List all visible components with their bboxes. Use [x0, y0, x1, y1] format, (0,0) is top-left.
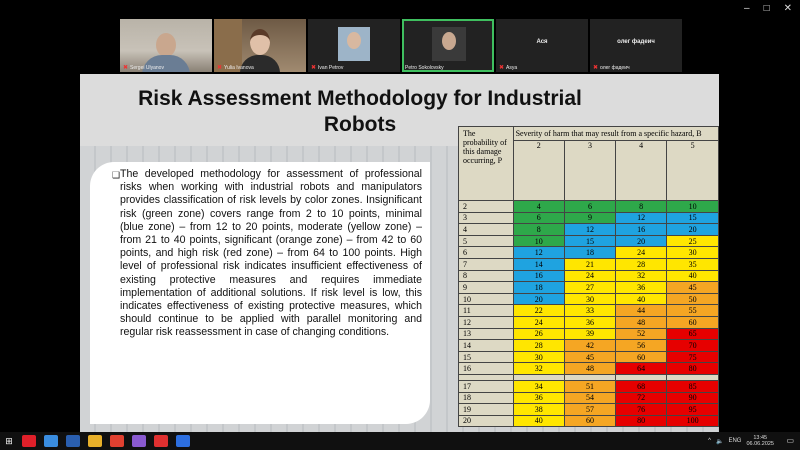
- probability-cell: 7: [459, 258, 514, 270]
- risk-score-cell: 100: [667, 415, 719, 427]
- participant-photo: [338, 27, 370, 61]
- table-row: [459, 340, 719, 352]
- probability-cell: 8: [459, 270, 514, 282]
- risk-score-cell: 15: [564, 235, 615, 247]
- slide-title: Risk Assessment Methodology for Industrial Robots: [138, 87, 582, 136]
- risk-score-cell: 65: [667, 328, 719, 340]
- participant-tile[interactable]: [590, 19, 682, 72]
- participant-tile[interactable]: [496, 19, 588, 72]
- clock-time: 13:45: [753, 435, 768, 441]
- risk-score-cell: 20: [616, 235, 667, 247]
- probability-cell: 4: [459, 224, 514, 236]
- risk-score-cell: 38: [513, 404, 564, 416]
- risk-score-cell: 32: [616, 270, 667, 282]
- participant-name: Sergei Ulyanov: [130, 64, 164, 71]
- table-row: [459, 270, 719, 282]
- risk-score-cell: 50: [667, 293, 719, 305]
- mic-muted-icon: ✖: [217, 65, 223, 71]
- table-row: [459, 305, 719, 317]
- table-row: [459, 351, 719, 363]
- risk-score-cell: 35: [667, 258, 719, 270]
- yandex-app-icon[interactable]: [154, 435, 168, 447]
- table-row: [459, 224, 719, 236]
- table-row: [459, 328, 719, 340]
- table-row: [459, 363, 719, 375]
- risk-score-cell: 68: [616, 380, 667, 392]
- close-button[interactable]: ✕: [783, 3, 792, 14]
- risk-score-cell: 72: [616, 392, 667, 404]
- explorer-app-icon[interactable]: [88, 435, 102, 447]
- table-row: [459, 258, 719, 270]
- risk-score-cell: 80: [667, 363, 719, 375]
- language-indicator[interactable]: ENG: [728, 438, 742, 444]
- risk-score-cell: 51: [564, 380, 615, 392]
- risk-score-cell: 10: [667, 201, 719, 213]
- risk-score-cell: 22: [513, 305, 564, 317]
- participant-tile-active-speaker[interactable]: [402, 19, 494, 72]
- windows-start-icon[interactable]: ⊞: [5, 435, 13, 446]
- participant-name: Yulia Ivanova: [224, 64, 254, 71]
- mic-muted-icon: ✖: [311, 65, 317, 71]
- slide-text-box: [90, 162, 430, 424]
- mic-muted-icon: ✖: [499, 65, 505, 71]
- risk-score-cell: 44: [616, 305, 667, 317]
- zoom-app-icon[interactable]: [176, 435, 190, 447]
- table-row: [459, 404, 719, 416]
- notification-icon[interactable]: ▭: [786, 436, 794, 445]
- risk-score-cell: 64: [616, 363, 667, 375]
- shared-slide: [80, 74, 719, 432]
- risk-score-cell: 18: [513, 282, 564, 294]
- clock[interactable]: [746, 435, 774, 447]
- severity-column-header: 4: [616, 141, 667, 201]
- risk-score-cell: 20: [513, 293, 564, 305]
- probability-cell: 5: [459, 235, 514, 247]
- probability-cell: 6: [459, 247, 514, 259]
- risk-score-cell: 12: [616, 212, 667, 224]
- risk-score-cell: 76: [616, 404, 667, 416]
- risk-score-cell: 4: [513, 201, 564, 213]
- risk-score-cell: 27: [564, 282, 615, 294]
- risk-score-cell: 28: [616, 258, 667, 270]
- probability-cell: 12: [459, 316, 514, 328]
- participant-name: Asya: [506, 64, 518, 71]
- table-row: [459, 235, 719, 247]
- participant-video: [250, 29, 270, 55]
- probability-cell: 3: [459, 212, 514, 224]
- risk-score-cell: 57: [564, 404, 615, 416]
- severity-column-header: 5: [667, 141, 719, 201]
- risk-score-cell: 60: [564, 415, 615, 427]
- table-row: [459, 392, 719, 404]
- risk-score-cell: 70: [667, 340, 719, 352]
- table-row: [459, 212, 719, 224]
- media-app-icon[interactable]: [110, 435, 124, 447]
- severity-column-header: 2: [513, 141, 564, 201]
- chevron-up-icon[interactable]: ^: [708, 438, 711, 444]
- risk-score-cell: 9: [564, 212, 615, 224]
- risk-score-cell: 42: [564, 340, 615, 352]
- participant-strip: [120, 19, 682, 72]
- table-row: [459, 282, 719, 294]
- viber-app-icon[interactable]: [132, 435, 146, 447]
- probability-cell: 2: [459, 201, 514, 213]
- risk-score-cell: 16: [513, 270, 564, 282]
- risk-score-cell: 6: [513, 212, 564, 224]
- participant-tile[interactable]: [120, 19, 212, 72]
- minimize-button[interactable]: –: [744, 3, 750, 14]
- maximize-button[interactable]: □: [763, 3, 770, 14]
- risk-score-cell: 75: [667, 351, 719, 363]
- risk-score-cell: 90: [667, 392, 719, 404]
- risk-score-cell: 32: [513, 363, 564, 375]
- probability-cell: 10: [459, 293, 514, 305]
- severity-header: Severity of harm that may result from a specific hazard, B: [513, 127, 718, 141]
- probability-cell: 14: [459, 340, 514, 352]
- risk-score-cell: 55: [667, 305, 719, 317]
- mic-muted-icon: ✖: [123, 65, 129, 71]
- risk-score-cell: 24: [616, 247, 667, 259]
- risk-score-cell: 12: [513, 247, 564, 259]
- chrome-app-icon[interactable]: [44, 435, 58, 447]
- risk-score-cell: 40: [667, 270, 719, 282]
- risk-score-cell: 60: [616, 351, 667, 363]
- risk-score-cell: 26: [513, 328, 564, 340]
- risk-score-cell: 33: [564, 305, 615, 317]
- probability-cell: 9: [459, 282, 514, 294]
- risk-score-cell: 30: [513, 351, 564, 363]
- probability-cell: 16: [459, 363, 514, 375]
- risk-score-cell: 18: [564, 247, 615, 259]
- risk-matrix-table: [458, 126, 719, 427]
- risk-score-cell: 14: [513, 258, 564, 270]
- risk-score-cell: 15: [667, 212, 719, 224]
- slide-body-text: The developed methodology for assessment of professional risks when working with industrial robots and manipulators provides classification of risk levels by color zones. Insignificant risk (green zone) covers range from 2 to 10 points, minimal (blue zone) – from 12 to 20 points, moderate (yellow zone) – from 21 to 40 points, significant (orange zone) – from 42 to 60 points, and high risk (red zone) – from 64 to 100 points. High level of professional risk indicates insufficient effectiveness of existing protective measures and requires immediate implementation of additional solutions. If risk level is low, this indicates effectiveness of existing protective measures, which should continue to be applied with parallel monitoring and regular risk reassessment in case of changing conditions.: [120, 168, 422, 339]
- risk-score-cell: 54: [564, 392, 615, 404]
- risk-score-cell: 36: [616, 282, 667, 294]
- risk-score-cell: 39: [564, 328, 615, 340]
- risk-score-cell: 28: [513, 340, 564, 352]
- risk-score-cell: 12: [564, 224, 615, 236]
- probability-cell: 19: [459, 404, 514, 416]
- risk-score-cell: 6: [564, 201, 615, 213]
- risk-score-cell: 8: [616, 201, 667, 213]
- risk-score-cell: 40: [513, 415, 564, 427]
- risk-score-cell: 85: [667, 380, 719, 392]
- risk-score-cell: 34: [513, 380, 564, 392]
- risk-score-cell: 36: [513, 392, 564, 404]
- risk-score-cell: 30: [564, 293, 615, 305]
- table-row: [459, 380, 719, 392]
- corner-header: The probability of this damage occurring, P: [459, 127, 514, 201]
- risk-score-cell: 24: [564, 270, 615, 282]
- risk-score-cell: 40: [616, 293, 667, 305]
- risk-score-cell: 52: [616, 328, 667, 340]
- clock-date: 06.06.2025: [746, 441, 774, 447]
- probability-cell: 11: [459, 305, 514, 317]
- risk-score-cell: 25: [667, 235, 719, 247]
- table-row: [459, 415, 719, 427]
- bullet-icon: ❑: [112, 170, 121, 180]
- risk-score-cell: 36: [564, 316, 615, 328]
- probability-cell: 15: [459, 351, 514, 363]
- probability-cell: 18: [459, 392, 514, 404]
- risk-score-cell: 8: [513, 224, 564, 236]
- risk-score-cell: 80: [616, 415, 667, 427]
- probability-cell: 20: [459, 415, 514, 427]
- risk-score-cell: 48: [616, 316, 667, 328]
- risk-score-cell: 56: [616, 340, 667, 352]
- risk-score-cell: 95: [667, 404, 719, 416]
- risk-score-cell: 21: [564, 258, 615, 270]
- table-row: [459, 201, 719, 213]
- risk-score-cell: 45: [564, 351, 615, 363]
- probability-cell: 17: [459, 380, 514, 392]
- system-tray: [708, 435, 774, 447]
- participant-tile[interactable]: [214, 19, 306, 72]
- risk-score-cell: 16: [616, 224, 667, 236]
- risk-score-cell: 30: [667, 247, 719, 259]
- participant-display-name: Ася: [536, 39, 548, 45]
- risk-score-cell: 48: [564, 363, 615, 375]
- opera-app-icon[interactable]: [22, 435, 36, 447]
- severity-column-header: 3: [564, 141, 615, 201]
- risk-score-cell: 20: [667, 224, 719, 236]
- mic-muted-icon: ✖: [593, 65, 599, 71]
- window-controls: [744, 3, 792, 14]
- participant-name: олег фадеич: [600, 64, 630, 71]
- table-row: [459, 247, 719, 259]
- participant-display-name: олег фадеич: [617, 39, 655, 45]
- word-app-icon[interactable]: [66, 435, 80, 447]
- risk-score-cell: 45: [667, 282, 719, 294]
- risk-score-cell: 10: [513, 235, 564, 247]
- participant-photo: [432, 27, 466, 61]
- participant-name: Petro Sokolovsky: [405, 65, 444, 71]
- taskbar: [0, 432, 800, 450]
- participant-name: Ivan Petrov: [318, 64, 344, 71]
- table-row: [459, 293, 719, 305]
- participant-tile[interactable]: [308, 19, 400, 72]
- risk-score-cell: 60: [667, 316, 719, 328]
- participant-video: [156, 33, 176, 57]
- table-row: [459, 316, 719, 328]
- volume-icon[interactable]: 🔈: [715, 438, 724, 445]
- risk-score-cell: 24: [513, 316, 564, 328]
- probability-cell: 13: [459, 328, 514, 340]
